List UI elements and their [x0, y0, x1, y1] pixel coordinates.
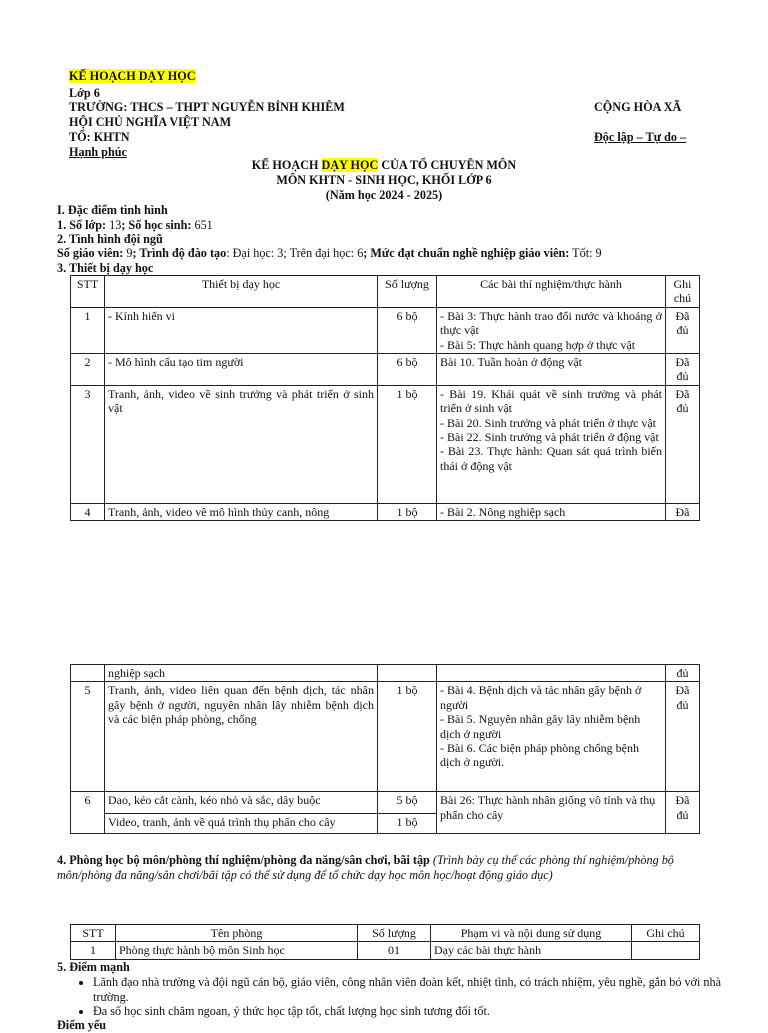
- table-row: [71, 792, 700, 814]
- table-header-row: [71, 276, 700, 308]
- header-device: Thiết bị dạy học: [105, 276, 378, 308]
- row-note: Đã đủ: [666, 792, 700, 834]
- school-name: TRƯỜNG: THCS – THPT NGUYỄN BỈNH KHIÊM: [69, 100, 345, 114]
- table-row: [71, 942, 700, 959]
- row-note: Đã: [666, 503, 700, 520]
- row-note: Đã đủ: [666, 385, 700, 503]
- row-lessons: - Bài 4. Bệnh dịch và tác nhân gây bệnh ở người - Bài 5. Nguyên nhân gây lây nhiễm bệnh dịch ở người - Bài 6. Các biện pháp phòng chống bệnh dịch ở người.: [437, 682, 666, 792]
- header-note: Ghi chú: [632, 925, 700, 942]
- row-device: Dao, kéo cắt cành, kéo nhỏ và sắc, dây buộc: [105, 792, 378, 814]
- row-qty: 5 bộ: [378, 792, 437, 814]
- table-header-row: [71, 925, 700, 942]
- staff-details: Số giáo viên: 9; Trình độ đào tạo: Đại học: 3; Trên đại học: 6; Mức đạt chuẩn nghề nghiệp giáo viên: Tốt: 9: [57, 246, 602, 260]
- grade-line: Lớp 6: [69, 86, 100, 100]
- document-title: KẾ HOẠCH DẠY HỌC: [69, 69, 196, 83]
- rooms-table: [70, 924, 700, 960]
- table-row: [71, 353, 700, 385]
- row-stt: 3: [71, 385, 105, 503]
- row-room-name: Phòng thực hành bộ môn Sinh học: [116, 942, 358, 959]
- row-stt: 4: [71, 503, 105, 520]
- header-note: Ghi chú: [666, 276, 700, 308]
- row-lessons: Bài 26: Thực hành nhân giống vô tính và thụ phấn cho cây: [437, 792, 666, 834]
- row-stt: 5: [71, 682, 105, 792]
- staff-heading: 2. Tình hình đội ngũ: [57, 232, 163, 246]
- subject-line: MÔN KHTN - SINH HỌC, KHỐI LỚP 6: [276, 173, 492, 187]
- row-lessons: Bài 10. Tuần hoàn ở động vật: [437, 353, 666, 385]
- strengths-list: [73, 975, 723, 1019]
- row-qty: 6 bộ: [378, 307, 437, 353]
- school-year: (Năm học 2024 - 2025): [325, 188, 443, 202]
- row-stt: [71, 665, 105, 682]
- row-lessons: - Bài 19. Khái quát về sinh trưởng và phát triển ở sinh vật - Bài 20. Sinh trưởng và phát triển ở thực vật - Bài 22. Sinh trưởng và phát triển ở động vật - Bài 23. Thực hành: Quan sát quá trình biến thái ở động vật: [437, 385, 666, 503]
- class-student-count: 1. Số lớp: 13; Số học sinh: 651: [57, 218, 213, 232]
- row-device: nghiệp sạch: [105, 665, 378, 682]
- row-qty: 1 bộ: [378, 682, 437, 792]
- equipment-heading: 3. Thiết bị dạy học: [57, 261, 154, 275]
- equipment-table: [70, 275, 700, 521]
- row-note: Đã đủ: [666, 307, 700, 353]
- section-4-paragraph: 4. Phòng học bộ môn/phòng thí nghiệm/phòng đa năng/sân chơi, bãi tập (Trình bày cụ thể các phòng thí nghiệm/phòng bộ môn/phòng đa năng/sân chơi/bãi tập có thể sử dụng để tổ chức dạy học môn học/hoạt động giáo dục): [57, 853, 674, 882]
- row-device: Tranh, ảnh, video liên quan đến bệnh dịch, tác nhân gây bệnh ở người, nguyên nhân lây nhiễm bệnh dịch và các biện pháp phòng, chống: [105, 682, 378, 792]
- equipment-table-continued: [70, 664, 700, 834]
- row-note: Đã đủ: [666, 682, 700, 792]
- header-qty: Số lượng: [378, 276, 437, 308]
- row-stt: 1: [71, 307, 105, 353]
- table-row: [71, 385, 700, 503]
- section-1-heading: I. Đặc điểm tình hình: [57, 203, 168, 217]
- plan-heading: KẾ HOẠCH DẠY HỌC CỦA TỔ CHUYÊN MÔN: [251, 158, 517, 172]
- table-row: [71, 503, 700, 520]
- row-note: Đã đủ: [666, 353, 700, 385]
- table-row: [71, 307, 700, 353]
- row-qty: 1 bộ: [378, 814, 437, 834]
- row-stt: 2: [71, 353, 105, 385]
- row-device: - Kính hiển vi: [105, 307, 378, 353]
- section-5-heading: 5. Điểm mạnh: [57, 960, 130, 974]
- row-device: Tranh, ảnh, video về sinh trưởng và phát triển ở sinh vật: [105, 385, 378, 503]
- header-scope: Phạm vi và nội dung sử dụng: [431, 925, 632, 942]
- header-stt: STT: [71, 925, 116, 942]
- row-note: [632, 942, 700, 959]
- row-qty: 1 bộ: [378, 385, 437, 503]
- table-row: [71, 665, 700, 682]
- list-item: • Đa số học sinh chăm ngoan, ý thức học tập tốt, chất lượng học sinh tương đối tốt.: [93, 1004, 723, 1019]
- header-stt: STT: [71, 276, 105, 308]
- row-lessons: - Bài 2. Nông nghiệp sạch: [437, 503, 666, 520]
- motto-line-b: Hạnh phúc: [69, 145, 127, 159]
- row-lessons: - Bài 3: Thực hành trao đổi nước và khoáng ở thực vật - Bài 5: Thực hành quang hợp ở thực vật: [437, 307, 666, 353]
- row-qty: [378, 665, 437, 682]
- header-room-name: Tên phòng: [116, 925, 358, 942]
- department-name: TỔ: KHTN: [69, 130, 130, 144]
- row-device: - Mô hình cấu tạo tim người: [105, 353, 378, 385]
- row-lessons: [437, 665, 666, 682]
- header-lessons: Các bài thí nghiệm/thực hành: [437, 276, 666, 308]
- row-stt: 6: [71, 792, 105, 834]
- row-stt: 1: [71, 942, 116, 959]
- section-6-heading-partial: Điểm yếu: [57, 1018, 107, 1032]
- republic-line-a: CỘNG HÒA XÃ: [594, 100, 682, 114]
- motto-line-a: Độc lập – Tự do –: [594, 130, 687, 144]
- republic-line-b: HỘI CHỦ NGHĨA VIỆT NAM: [69, 115, 232, 129]
- row-device: Video, tranh, ảnh về quá trình thụ phấn cho cây: [105, 814, 378, 834]
- row-qty: 01: [358, 942, 431, 959]
- row-qty: 1 bộ: [378, 503, 437, 520]
- list-item: • Lãnh đạo nhà trường và đội ngũ cán bộ, giáo viên, công nhân viên đoàn kết, nhiệt tình, có trách nhiệm, yêu nghề, gắn bó với nhà trường.: [93, 975, 723, 1004]
- table-row: [71, 682, 700, 792]
- row-scope: Dạy các bài thực hành: [431, 942, 632, 959]
- row-device: Tranh, ảnh, video về mô hình thủy canh, nông: [105, 503, 378, 520]
- row-qty: 6 bộ: [378, 353, 437, 385]
- header-qty: Số lượng: [358, 925, 431, 942]
- row-note: đủ: [666, 665, 700, 682]
